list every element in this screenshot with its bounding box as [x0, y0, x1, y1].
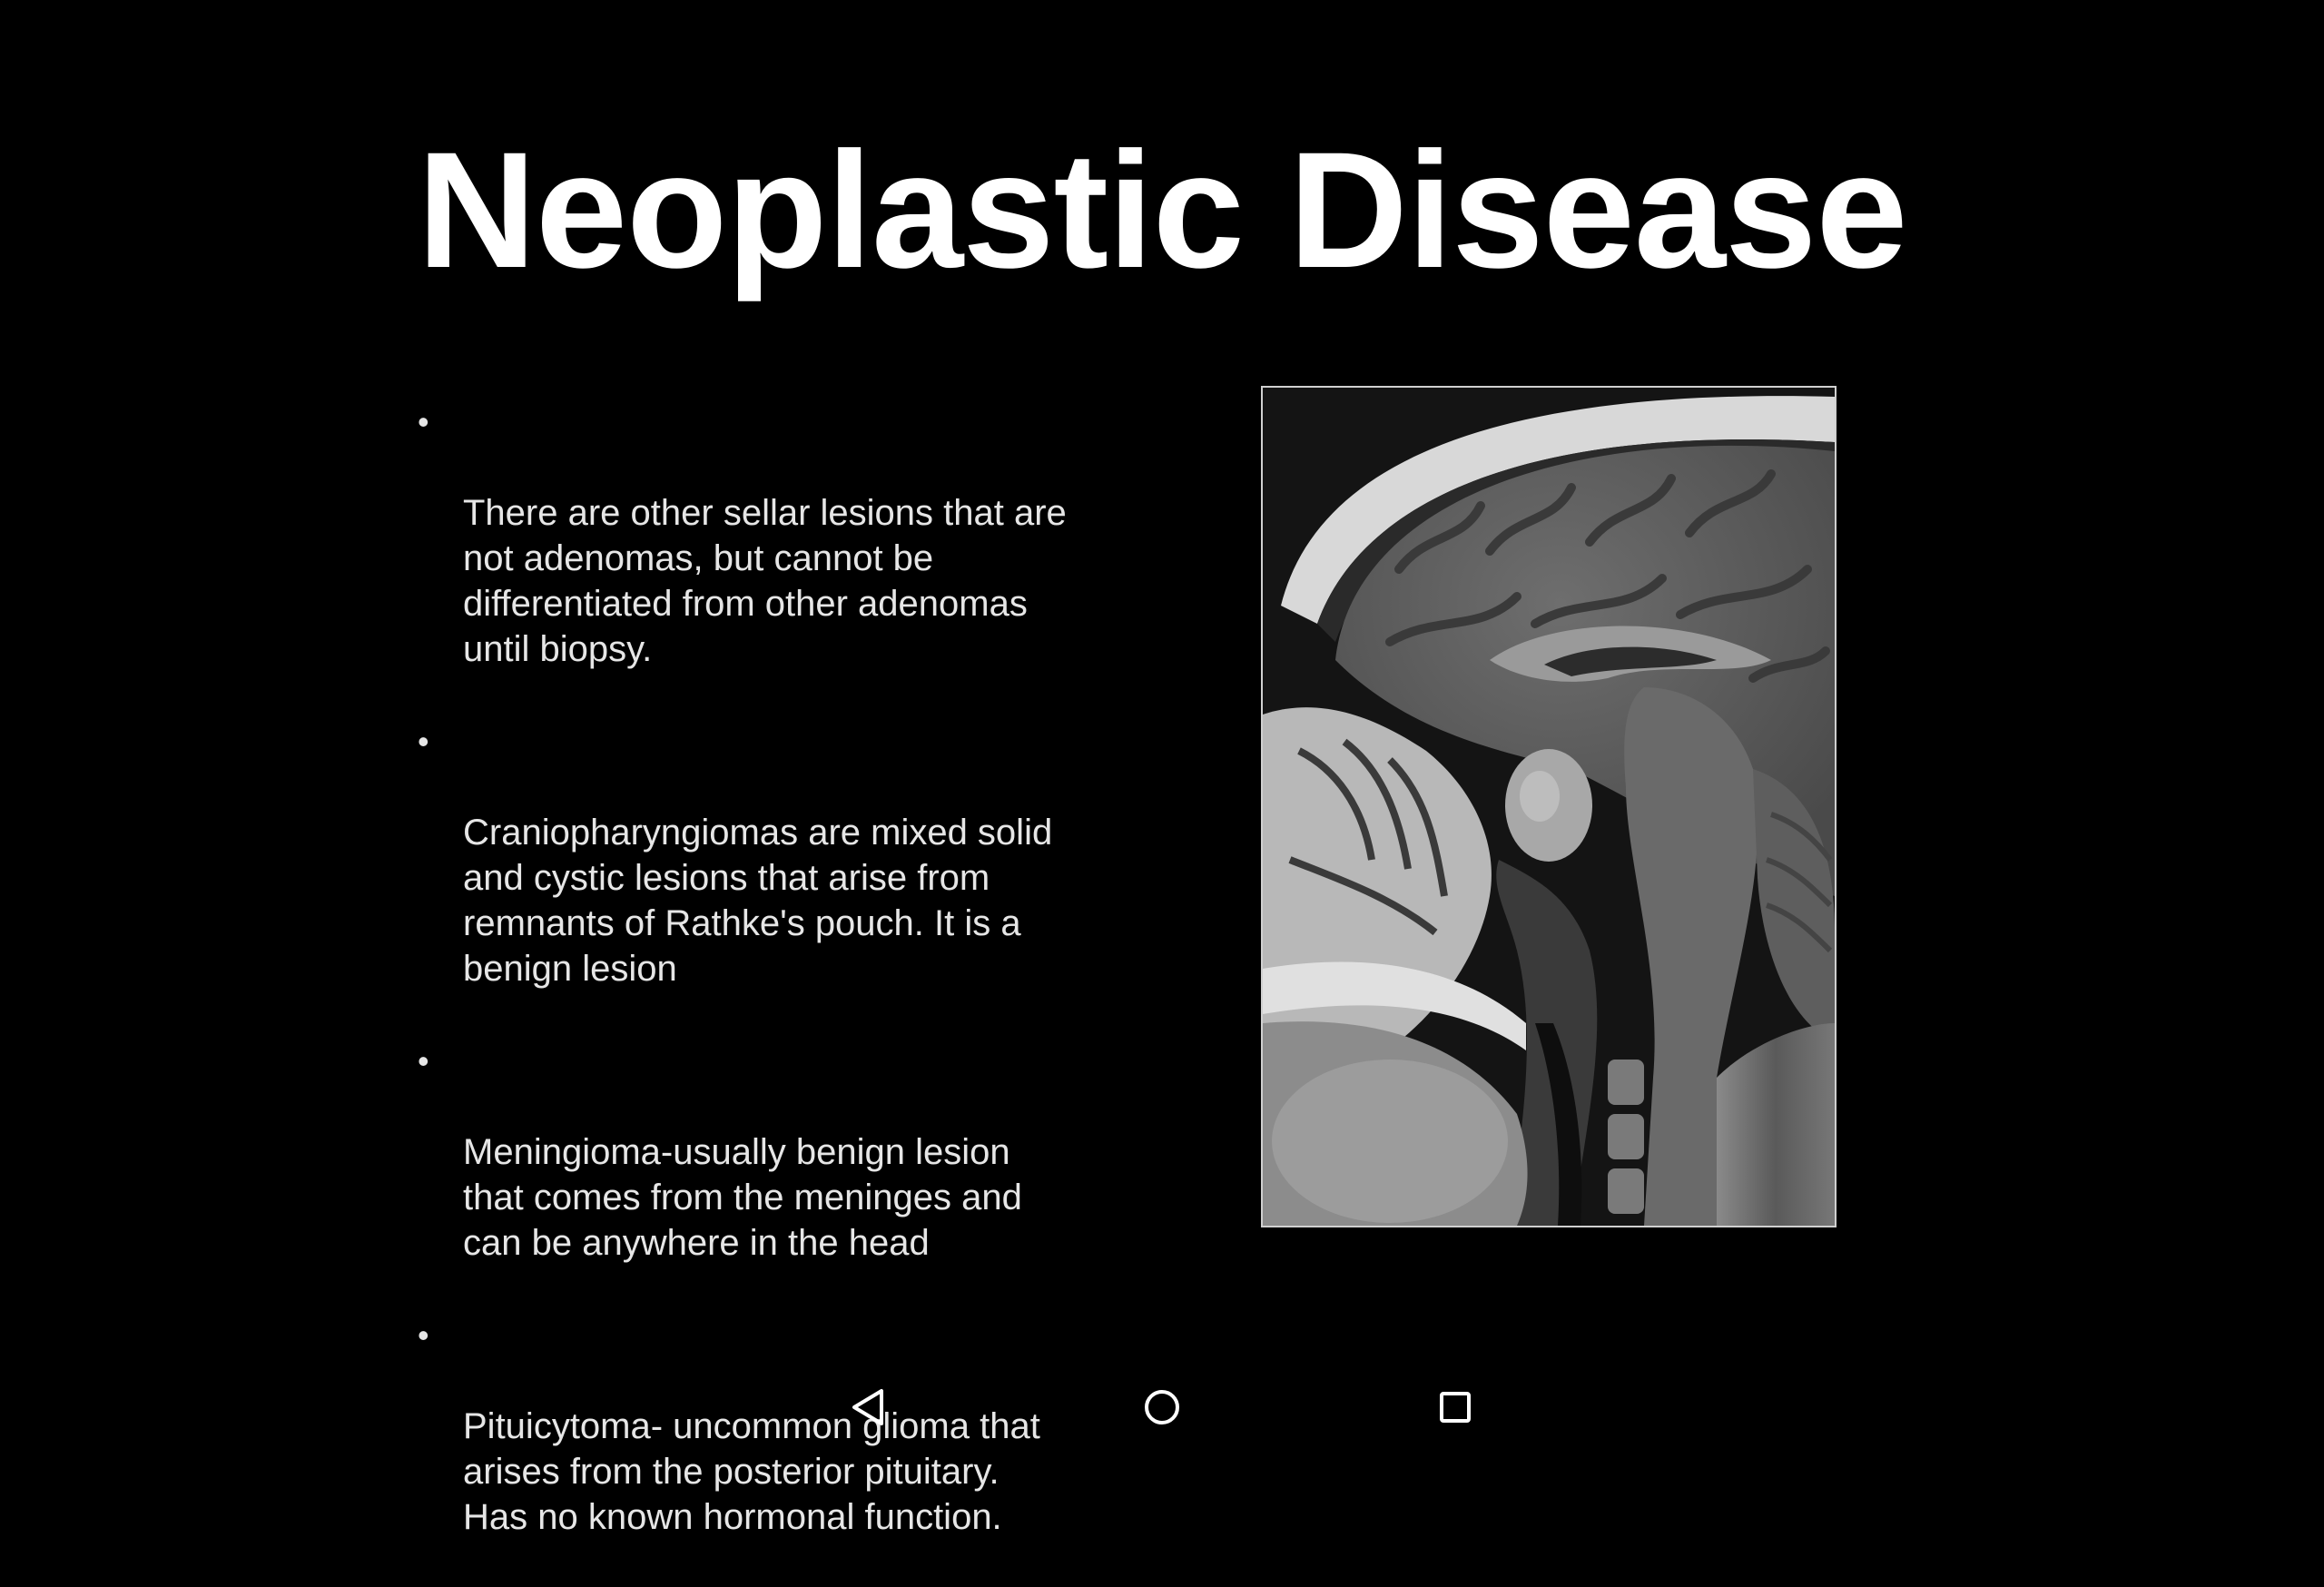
- bullet-dot: •: [418, 723, 429, 760]
- home-button[interactable]: [1126, 1353, 1198, 1462]
- slide-title: Neoplastic Disease: [417, 117, 1907, 302]
- bullet-text: Pituicytoma- uncommon glioma that arises from the posterior pituitary. Has no known hormonal function.: [463, 1406, 1040, 1537]
- android-navigation-bar: [0, 1353, 2324, 1462]
- mri-sagittal-image: [1261, 386, 1837, 1227]
- mri-illustration: [1263, 388, 1835, 1226]
- bullet-text: There are other sellar lesions that are not adenomas, but cannot be differentiated from other adenomas until biopsy.: [463, 493, 1067, 669]
- recents-square-icon: [1435, 1387, 1475, 1427]
- back-triangle-icon: [849, 1387, 889, 1427]
- bullet-dot: •: [418, 1042, 429, 1079]
- bullet-text: Meningioma-usually benign lesion that comes from the meninges and can be anywhere in the head: [463, 1132, 1022, 1263]
- bullet-item: [418, 399, 1144, 672]
- home-circle-icon: [1142, 1387, 1182, 1427]
- bullet-item: [418, 1039, 1144, 1266]
- bullet-dot: •: [418, 403, 429, 440]
- bullet-item: [418, 719, 1144, 991]
- back-button[interactable]: [832, 1353, 905, 1462]
- bullet-dot: •: [418, 1316, 429, 1354]
- recents-button[interactable]: [1419, 1353, 1492, 1462]
- bullet-text: Craniopharyngiomas are mixed solid and cystic lesions that arise from remnants of Rathke's pouch. It is a benign lesion: [463, 813, 1053, 989]
